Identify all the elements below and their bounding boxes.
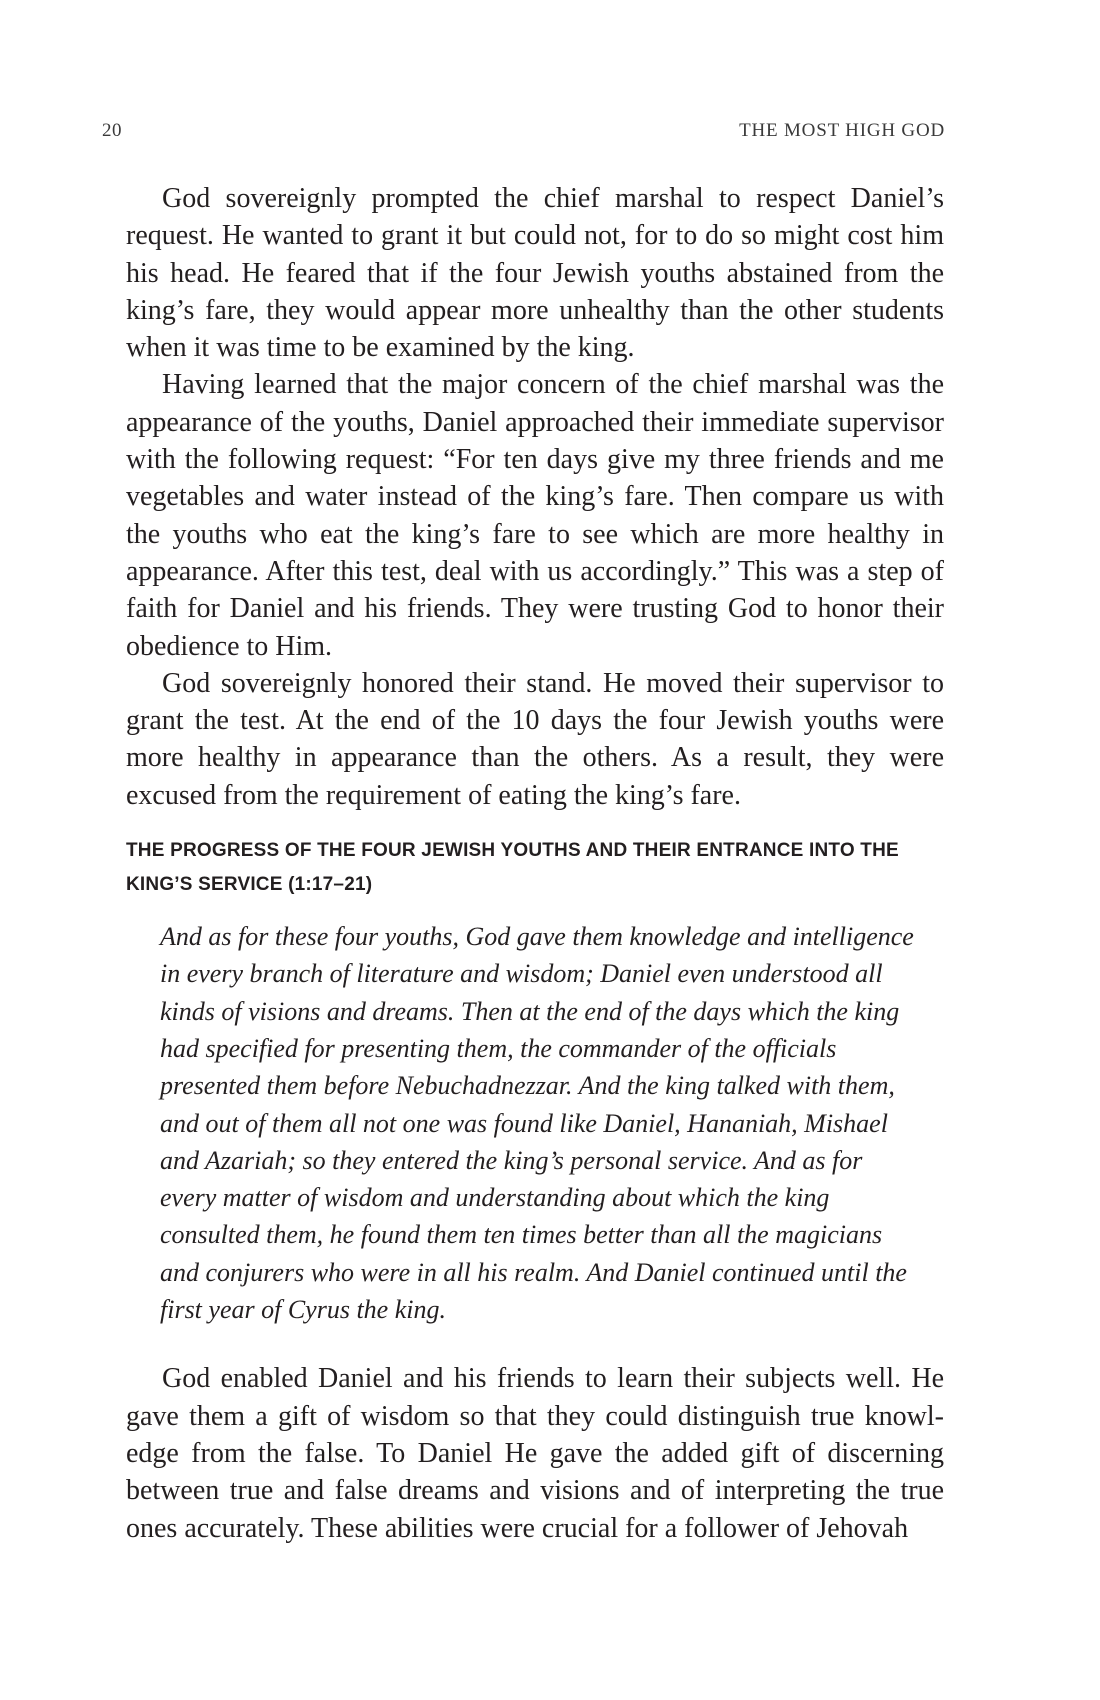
page-number: 20 (102, 120, 122, 141)
body-paragraph: God sovereignly honored their stand. He moved their supervisor to grant the test. At the end of the 10 days the four Jewish youths were more healthy in appearance than the others. As a result, they were excused from the requirement of eating the king’s fare. (126, 667, 944, 811)
body-paragraph: God enabled Daniel and his friends to learn their subjects well. He gave them a gift of wisdom so that they could distinguish true knowl-edge from the false. To Daniel He gave the added gift of discerning between true and false dreams and visions and of interpreting the true ones accurately. These abilities were crucial for a follower of Jehovah (126, 1363, 944, 1544)
section-heading: THE PROGRESS OF THE FOUR JEWISH YOUTHS AND THEIR ENTRANCE INTO THE KING’S SERVICE (1:17–21) (126, 840, 899, 896)
body-paragraph: God sovereignly prompted the chief marshal to respect Daniel’s request. He wanted to grant it but could not, for to do so might cost him his head. He feared that if the four Jewish youths abstained from the king’s fare, they would appear more unhealthy than the other students when it was time to be examined by the king. (126, 183, 944, 364)
running-head: THE MOST HIGH GOD (739, 120, 945, 141)
page-body (126, 180, 944, 1547)
scripture-quote: And as for these four youths, God gave them knowledge and intelligence in every branch of literature and wisdom; Daniel even understood all kinds of visions and dreams. Then at the end of the days which the king had specified for presenting them, the commander of the officials presented them before Nebuchadnezzar. And the king talked with them, and out of them all not one was found like Daniel, Hananiah, Mishael and Azariah; so they entered the king’s personal service. And as for every matter of wisdom and understanding about which the king consulted them, he found them ten times better than all the magicians and conjurers who were in all his realm. And Daniel continued until the first year of Cyrus the king. (160, 922, 914, 1325)
body-paragraph: Having learned that the major concern of the chief marshal was the appearance of the youths, Daniel approached their immediate supervisor with the following request: “For ten days give my three friends and me vegetables and water instead of the king’s fare. Then compare us with the youths who eat the king’s fare to see which are more healthy in appearance. After this test, deal with us accordingly.” This was a step of faith for Daniel and his friends. They were trusting God to honor their obedience to Him. (126, 369, 944, 662)
